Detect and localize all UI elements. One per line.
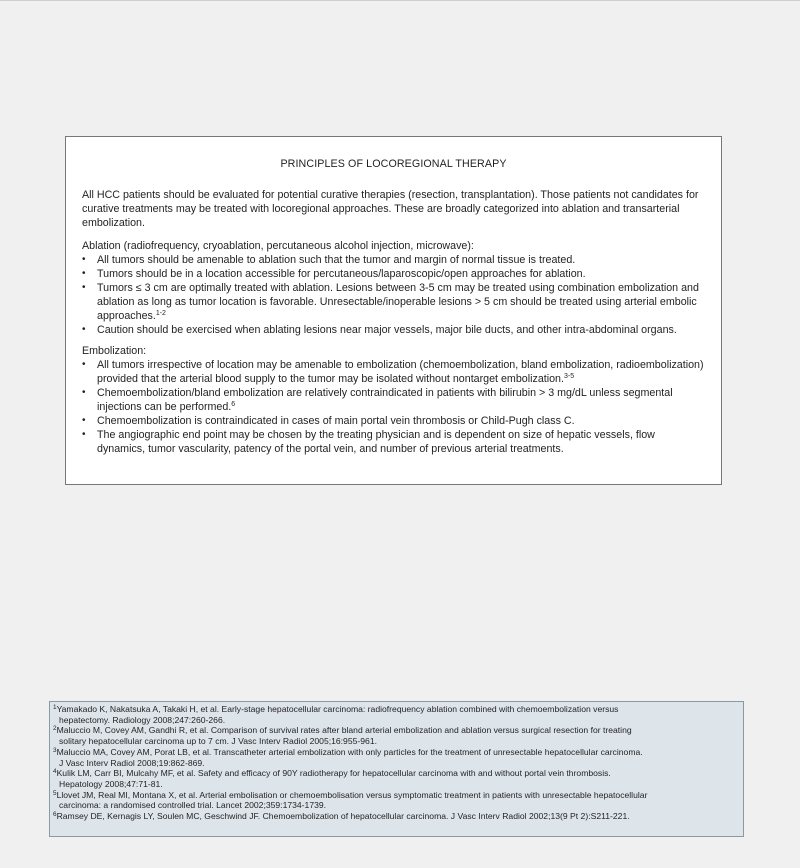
- embolization-item: [82, 414, 705, 428]
- citation-superscript: 6: [231, 401, 236, 408]
- ablation-item-text: Tumors should be in a location accessible for percutaneous/laparoscopic/open approaches for ablation.: [97, 268, 586, 280]
- reference-text-continued: carcinoma: a randomised controlled trial. Lancet 2002;359:1734-1739.: [59, 800, 327, 811]
- reference-text-continued: hepatectomy. Radiology 2008;247:260-266.: [59, 714, 226, 725]
- bullet-icon: •: [82, 254, 86, 265]
- reference-text-continued: J Vasc Interv Radiol 2008;19:862-869.: [59, 757, 205, 768]
- bullet-icon: •: [82, 415, 86, 426]
- embolization-item: [82, 358, 705, 386]
- reference-text: Maluccio MA, Covey AM, Porat LB, et al. Transcatheter arterial embolization with only particles for the treatment of unresectable hepatocellular carcinoma.: [56, 746, 643, 757]
- ablation-item-text: Caution should be exercised when ablating lesions near major vessels, major bile ducts, and other intra-abdominal organs.: [97, 324, 677, 336]
- intro-paragraph: All HCC patients should be evaluated for potential curative therapies (resection, transplantation). Those patients not candidates for curative treatments may be treated with locoregional approaches. These are broadly categorized into ablation and transarterial embolization.: [82, 189, 699, 229]
- reference-number: 5: [53, 789, 57, 797]
- embolization-item: [82, 386, 705, 414]
- reference-text: Llovet JM, Real MI, Montana X, et al. Arterial embolisation or chemoembolisation versus symptomatic treatment in patients with unresectable hepatocellular: [56, 789, 648, 800]
- ablation-list: [82, 253, 705, 337]
- reference-number: 6: [53, 811, 57, 819]
- bullet-icon: •: [82, 429, 86, 440]
- reference-text-continued: solitary hepatocellular carcinoma up to 7 cm. J Vasc Interv Radiol 2005;16:955-961.: [59, 736, 377, 747]
- embolization-item-text: Chemoembolization is contraindicated in cases of main portal vein thrombosis or Child-Pugh class C.: [97, 415, 575, 427]
- reference-number: 1: [53, 704, 57, 711]
- references-box: [49, 701, 744, 837]
- ablation-item: [82, 267, 705, 281]
- embolization-list: [82, 358, 705, 456]
- reference-number: 2: [53, 725, 57, 733]
- reference-item: [53, 747, 739, 768]
- reference-text: Kulik LM, Carr BI, Mulcahy MF, et al. Safety and efficacy of 90Y radiotherapy for hepatocellular carcinoma with and without portal vein thrombosis.: [56, 768, 611, 779]
- reference-item: [53, 768, 739, 789]
- page-top-rule: [0, 0, 800, 1]
- principles-box: [65, 136, 722, 485]
- embolization-item-text: The angiographic end point may be chosen by the treating physician and is dependent on size of hepatic vessels, flow dynamics, tumor vascularity, patency of the portal vein, and number of previous arterial treatments.: [97, 429, 655, 455]
- ablation-item: [82, 281, 705, 323]
- embolization-heading: Embolization:: [82, 345, 147, 357]
- reference-text-continued: Hepatology 2008;47:71-81.: [59, 778, 163, 789]
- bullet-icon: •: [82, 359, 86, 370]
- ablation-item-text: Tumors ≤ 3 cm are optimally treated with ablation. Lesions between 3-5 cm may be treated using combination embolization and ablation as long as tumor location is favorable. Unresectable/inoperable lesions > 5 cm should be treated using arterial embolic approaches.: [97, 282, 699, 322]
- embolization-item-text: All tumors irrespective of location may be amenable to embolization (chemoembolization, bland embolization, radioembolization) provided that the arterial blood supply to the tumor may be isolated without nontarget embolization.: [97, 359, 704, 385]
- bullet-icon: •: [82, 387, 86, 398]
- bullet-icon: •: [82, 268, 86, 279]
- reference-text: Yamakado K, Nakatsuka A, Takaki H, et al. Early-stage hepatocellular carcinoma: radiofrequency ablation combined with chemoembolization versus: [56, 704, 619, 714]
- ablation-heading: Ablation (radiofrequency, cryoablation, percutaneous alcohol injection, microwave):: [82, 240, 474, 252]
- bullet-icon: •: [82, 324, 86, 335]
- reference-text: Ramsey DE, Kernagis LY, Soulen MC, Geschwind JF. Chemoembolization of hepatocellular carcinoma. J Vasc Interv Radiol 2002;13(9 Pt 2):S211-221.: [56, 811, 630, 822]
- reference-item: [53, 725, 739, 746]
- ablation-item: [82, 323, 705, 337]
- bullet-icon: •: [82, 282, 86, 293]
- ablation-item: [82, 253, 705, 267]
- ablation-item-text: All tumors should be amenable to ablation such that the tumor and margin of normal tissue is treated.: [97, 254, 576, 266]
- reference-number: 3: [53, 746, 57, 754]
- reference-item: [53, 811, 739, 822]
- reference-number: 4: [53, 768, 57, 776]
- citation-superscript: 1-2: [155, 310, 166, 317]
- citation-superscript: 3-5: [563, 373, 575, 380]
- page-title: PRINCIPLES OF LOCOREGIONAL THERAPY: [280, 158, 507, 170]
- reference-item: [53, 790, 739, 811]
- reference-item: [53, 704, 739, 725]
- embolization-item: [82, 428, 705, 456]
- embolization-item-text: Chemoembolization/bland embolization are relatively contraindicated in patients with bilirubin > 3 mg/dL unless segmental injections can be performed.: [97, 387, 673, 413]
- reference-text: Maluccio M, Covey AM, Gandhi R, et al. Comparison of survival rates after bland arterial embolization and ablation versus surgical resection for treating: [56, 725, 632, 736]
